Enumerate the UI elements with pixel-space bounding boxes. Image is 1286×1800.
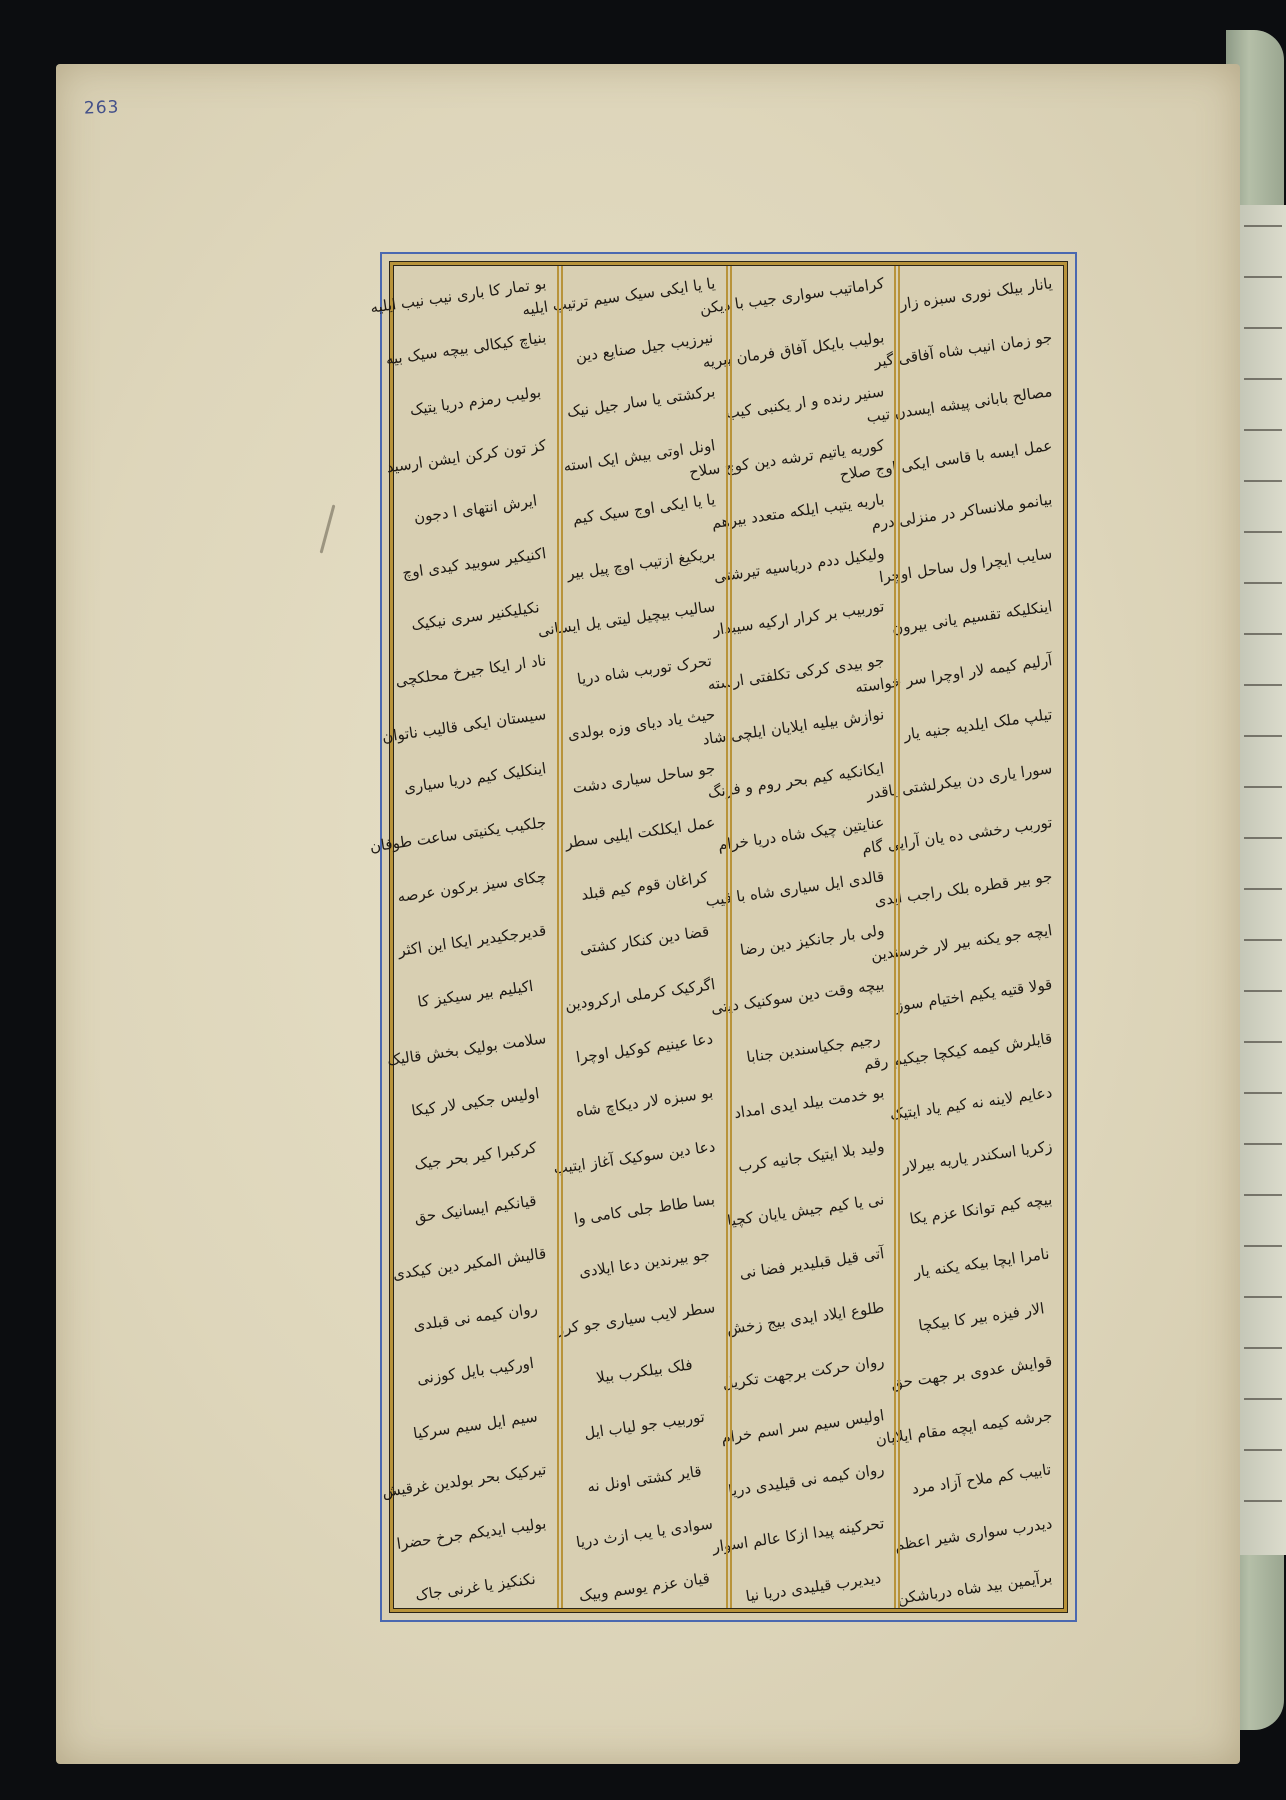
ghost-text-stroke	[1244, 1398, 1282, 1400]
verse-line: دیدیرب قیلیدی دریا نیا	[744, 1568, 882, 1606]
verse-line: ولید بلا ایتیک جانیه کرب	[736, 1136, 885, 1175]
verse-line: سنیر رنده و ار یکنبی کیب	[723, 381, 885, 423]
verse-line: الار فیزه بیر کا بیکچا	[917, 1299, 1046, 1335]
verse-line: کز تون کرکن ایشن ارسید	[385, 435, 548, 477]
folio-number: 263	[83, 97, 120, 119]
verse-line: کراماتیب سواری جیب با دیکن	[698, 274, 885, 318]
ghost-text-stroke	[1244, 633, 1282, 635]
verse-line: کراغان قوم کیم قبلد	[579, 868, 709, 904]
verse-line: عمل ایکلکت ایلیی سطر	[563, 813, 717, 853]
verse-line: جو زمان انیب شاه آفاقی گیر	[872, 328, 1054, 371]
verse-line: آرلیم کیمه لار اوچرا سر خواسته	[854, 651, 1054, 697]
verse-line: سالیب بیچیل لیتی یل ایسانی	[536, 597, 717, 641]
verse-line: ایرش انتهای ا دجون	[412, 491, 539, 527]
ghost-text-stroke	[1244, 990, 1282, 992]
verse-line: روان کیمه نی قبلدی	[412, 1299, 539, 1335]
verse-line: قیانکیم ایسانیک حق	[413, 1191, 538, 1227]
verse-line: جو بیدی کرکی تکلفتی ارسته	[705, 651, 885, 695]
verse-line: کوریه یاتیم ترشه دین کوچ سلاح	[687, 435, 885, 482]
ghost-text-stroke	[1244, 1347, 1282, 1349]
ghost-text-stroke	[1244, 429, 1282, 431]
verse-line: جو ساحل سیاری دشت	[571, 759, 717, 798]
verse-line: جلکیب یکنیتی ساعت طوفان	[368, 813, 548, 856]
verse-line: بولیب رمزم دریا یتیک	[408, 382, 543, 419]
verse-line: یا یا ایکی اوج سیک کیم	[571, 489, 717, 528]
ghost-text-stroke	[1244, 225, 1282, 227]
verse-line: یا یا ایکی سیک سیم ترتیب ایلیه	[520, 274, 717, 320]
verse-line: سایب ایچرا ول ساحل اوچرا	[878, 543, 1054, 586]
verse-line: بریکیغ ازتیب اوچ پیل بیر	[565, 543, 717, 583]
verse-line: طلوع ایلاد ایدی بیج زخش	[725, 1298, 885, 1339]
ghost-text-stroke	[1244, 327, 1282, 329]
verse-line: زکریا اسکندر یاریه بیرلار	[901, 1136, 1054, 1176]
verse-line: رجیم جکیاسندین جنابا	[744, 1029, 881, 1066]
verse-line: جرشه کیمه ایچه مقام ایلایان	[874, 1406, 1054, 1449]
text-column-2	[687, 266, 901, 1608]
verse-line: قضا دین کنکار کشتی	[578, 921, 711, 958]
text-column-4	[368, 266, 563, 1608]
verse-line: بولیب ایدیکم جرخ حضرا	[395, 1513, 548, 1553]
verse-line: سوادی یا یب ازث دریا	[574, 1514, 714, 1552]
ink-stain	[320, 504, 336, 553]
verse-line: نکیلیکنیر سری نیکیک	[410, 598, 541, 635]
text-column-3	[520, 266, 732, 1608]
verse-line: قولا قتیه یکیم اختیام سوز	[894, 974, 1054, 1015]
verse-line: بولیب بایکل آفاق فرمان پیریه	[700, 328, 885, 372]
verse-line: قالدی ایل سیاری شاه با قیب	[703, 867, 885, 911]
ghost-text-stroke	[1244, 1500, 1282, 1502]
text-block-frame	[368, 252, 1077, 1622]
verse-line: بو سبزه لار دیکاچ شاه	[574, 1083, 714, 1121]
ghost-text-stroke	[1244, 1194, 1282, 1196]
verse-line: نی یا کیم جیش یایان کچیا	[725, 1190, 885, 1231]
verse-line: قایلرش کیمه کیکچا جیکیم رقم	[862, 1028, 1054, 1074]
verse-line: ایکانکیه کیم بحر روم و فرنگ	[706, 759, 885, 802]
verse-line: تحرک توربب شاه دریا	[575, 651, 713, 689]
verse-line: دیدرب سواری شیر اعظم	[893, 1513, 1054, 1554]
verse-line: برکشتی یا سار جیل نیک	[565, 381, 717, 421]
verse-line: اورکیب بایل کوزنی	[415, 1354, 535, 1389]
verse-line: سطر لایب سیاری جو کرز	[555, 1298, 717, 1339]
ghost-text-stroke	[1244, 276, 1282, 278]
verse-line: تابیب کم ملاح آزاد مرد	[910, 1460, 1053, 1498]
ghost-text-stroke	[1244, 1041, 1282, 1043]
verse-line: قالیش المکیر دین کیکدی	[391, 1244, 548, 1284]
ghost-text-stroke	[1244, 1245, 1282, 1247]
verse-line: قیان عزم یوسم وبیک	[577, 1568, 711, 1605]
ghost-text-stroke	[1244, 837, 1282, 839]
verse-line: عنایتین چیک شاه دریا خرام	[716, 813, 885, 855]
verse-line: آتی قیل قبلیدیر فضا نی	[737, 1244, 885, 1283]
verse-line: مصالح بابانی پیشه ایسدن تیب	[865, 381, 1054, 426]
verse-line: بسا طاط جلی کامی وا	[572, 1190, 716, 1229]
verse-line: سیستان ایکی قالیب ناتوان	[380, 705, 548, 747]
verse-line: اینکلیکه تقسیم یانی بیرون	[891, 597, 1054, 638]
verse-line: ولی بار جانکیز دین رضا	[738, 921, 885, 960]
verse-line: اکنیکیر سوبید کیدی اوچ	[401, 543, 548, 582]
verse-line: یانار بیلک نوری سبزه زار	[898, 274, 1054, 314]
next-folio-glimpse	[1236, 205, 1286, 1555]
verse-line: ناد ار ایکا جیرخ محلکچی	[394, 651, 548, 691]
verse-line: تیلپ ملک ایلدیه جنیه یار	[902, 705, 1054, 745]
ghost-text-stroke	[1244, 378, 1282, 380]
verse-line: نیرزیب جیل صنایع دین	[574, 328, 715, 366]
verse-line: اگرکیک کرملی ارکرودین	[563, 974, 717, 1014]
verse-line: بو خدمت بیلد ایدی امداد	[732, 1082, 885, 1122]
verse-line: توربیب بر کرار ارکیه سیبدار	[711, 597, 885, 640]
verse-line: عمل ایسه با قاسی ایکی اوج صلاح	[838, 435, 1054, 484]
ghost-text-stroke	[1244, 939, 1282, 941]
ghost-text-stroke	[1244, 531, 1282, 533]
ghost-text-stroke	[1244, 1143, 1282, 1145]
verse-line: برآیمین بید شاه درباشکن	[896, 1567, 1054, 1608]
verse-line: روان حرکت برجهت تکریل	[720, 1352, 885, 1393]
verse-line: اکیلیم بیر سیکیز کا	[416, 976, 535, 1011]
verse-line: دعا دین سوکیک آغاز ایتیب	[552, 1136, 717, 1178]
verse-line: بیچه وقت دین سوکنیک دیتی	[709, 974, 885, 1018]
ghost-text-stroke	[1244, 684, 1282, 686]
verse-line: قدیرجکیدیر ایکا این اکثر	[396, 921, 548, 960]
verse-line: نامرا ایچا بیکه یکنه یار	[912, 1244, 1051, 1282]
verse-line: سیم ایل سیم سرکیا	[412, 1407, 539, 1443]
verse-line: اینکلیک کیم دریا سیاری	[402, 759, 548, 798]
text-column-1	[838, 266, 1063, 1608]
verse-line: قوایش عدوی بر جهت حق	[890, 1352, 1054, 1393]
verse-line: تیرکیک بحر بولدین غرقیش	[380, 1460, 548, 1501]
verse-line: حیث یاد دیای وزه بولدی	[566, 705, 717, 744]
verse-line: تحرکینه پیدا ازکا عالم اسوار	[710, 1513, 885, 1556]
ghost-text-stroke	[1244, 480, 1282, 482]
verse-line: توربیب جو لیاب ایل	[582, 1407, 706, 1443]
verse-line: روان کیمه نی قیلیدی دریا	[726, 1460, 885, 1500]
verse-line: باریه یتیب ایلکه متعدد بیرهم	[709, 489, 885, 532]
ghost-text-stroke	[1244, 582, 1282, 584]
verse-line: بو تمار کا باری نیب نیب ایلیه	[369, 274, 548, 317]
verse-line: اونل اوتی بیش ایک استه	[562, 435, 717, 475]
verse-line: ولیکیل ددم دریاسیه تیرشتی	[712, 543, 885, 586]
ghost-text-stroke	[1244, 1449, 1282, 1451]
verse-line: بنیاچ کیکالی بیچه سیک بیه	[384, 328, 548, 369]
verse-line: دعا عینیم کوکیل اوچرا	[574, 1029, 714, 1067]
verse-line: قایر کشتی اونل نه	[585, 1462, 703, 1496]
verse-line: اولیس جکیی لار کیکا	[410, 1083, 541, 1120]
verse-line: ایچه جو یکنه بیر لار خرسندین	[869, 921, 1054, 965]
verse-line: کرکبرا کیر بحر جیک	[413, 1138, 538, 1173]
verse-line: فلک بیلکرب بیلا	[594, 1355, 694, 1387]
verse-line: دعایم لاینه نه کیم یاد ایتیک	[889, 1082, 1054, 1124]
verse-line: جو بیر قطره بلک راجب ایدی	[873, 867, 1054, 910]
ghost-text-stroke	[1244, 1092, 1282, 1094]
verse-line: نکنکیز یا غرنی جاک	[414, 1569, 537, 1605]
verse-line: بیچه کیم توانکا عزم یکا	[908, 1190, 1054, 1229]
verse-line: توربب رخشی ده یان آرایی گام	[861, 813, 1054, 858]
ghost-text-stroke	[1244, 888, 1282, 890]
text-columns	[368, 266, 1063, 1608]
verse-line: بیانمو ملانساکر در منزلی درم	[870, 489, 1054, 534]
ghost-text-stroke	[1244, 735, 1282, 737]
manuscript-folio	[56, 64, 1240, 1764]
ghost-text-stroke	[1244, 1296, 1282, 1298]
verse-line: اولیس سیم سر اسم خرام	[719, 1406, 885, 1447]
verse-line: سورا یاری دن بیکرلشتی یاقدر	[865, 759, 1054, 804]
verse-line: نوازش بیلیه ایلایان ایلچی شاد	[700, 705, 885, 749]
verse-line: جو بیرندین دعا ایلادی	[577, 1245, 711, 1282]
verse-line: چکای سیز برکون عرصه	[396, 867, 548, 906]
ghost-text-stroke	[1244, 786, 1282, 788]
verse-line: سلامت بولیک بخش قالیک	[386, 1028, 548, 1069]
